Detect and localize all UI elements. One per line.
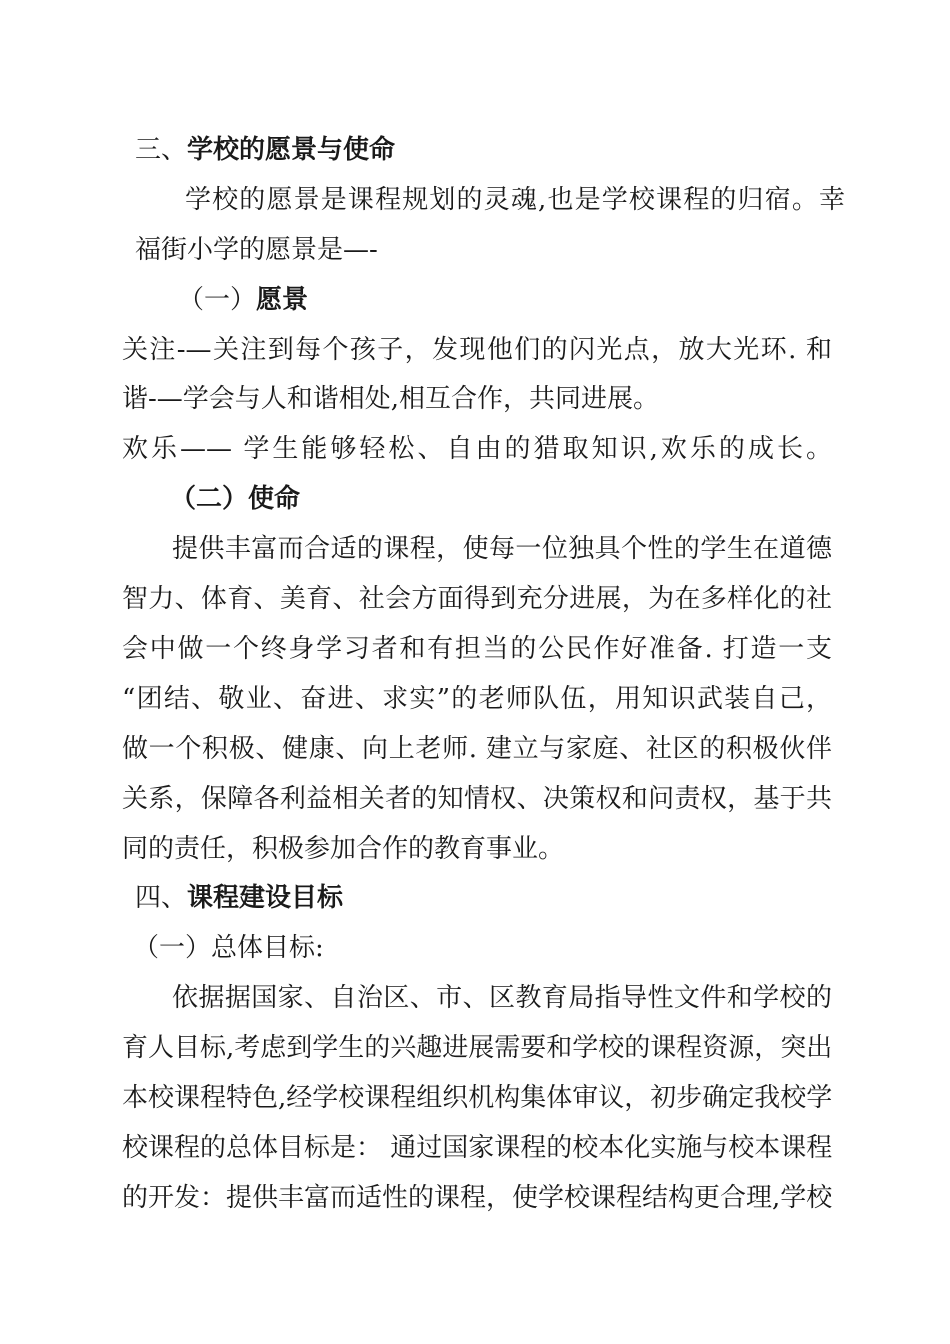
vision-line-2: 谐-—学会与人和谐相处,相互合作，共同进展。 (122, 384, 660, 414)
mission-line: 提供丰富而合适的课程，使每一位独具个性的学生在道德 (172, 534, 832, 564)
vision-line-1: 关注-—关注到每个孩子，发现他们的闪光点，放大光环. 和 (122, 335, 832, 365)
mission-line: “团结、敬业、奋进、求实”的老师队伍，用知识武装自己， (122, 684, 832, 714)
section-3-title: 学校的愿景与使命 (187, 135, 396, 165)
overall-goal-line: 的开发：提供丰富而适性的课程，使学校课程结构更合理,学校 (122, 1183, 833, 1213)
section-3-intro-line-1: 学校的愿景是课程规划的灵魂,也是学校课程的归宿。幸 (185, 185, 845, 215)
vision-heading (178, 282, 308, 318)
overall-goal-line: 校课程的总体目标是： 通过国家课程的校本化实施与校本课程 (122, 1133, 833, 1163)
mission-line: 做一个积极、健康、向上老师. 建立与家庭、社区的积极伙伴 (122, 734, 832, 764)
vision-line-3: 欢乐—— 学生能够轻松、自由的猎取知识,欢乐的成长。 (122, 434, 832, 464)
mission-line: 智力、体育、美育、社会方面得到充分进展，为在多样化的社 (122, 584, 832, 614)
section-3-number: 三、 (135, 135, 188, 165)
mission-line: 会中做一个终身学习者和有担当的公民作好准备. 打造一支 (122, 634, 832, 664)
section-3-heading (135, 132, 395, 168)
mission-line: 关系，保障各利益相关者的知情权、决策权和问责权，基于共 (122, 784, 832, 814)
overall-goal-heading: （一）总体目标: (133, 933, 324, 963)
section-4-number: 四、 (135, 883, 188, 913)
section-3-intro-line-2: 福街小学的愿景是—- (135, 235, 378, 265)
overall-goal-line: 依据据国家、自治区、市、区教育局指导性文件和学校的 (172, 983, 832, 1013)
overall-goal-line: 育人目标,考虑到学生的兴趣进展需要和学校的课程资源，突出 (122, 1033, 833, 1063)
mission-line: 同的责任，积极参加合作的教育事业。 (122, 834, 565, 864)
vision-title: 愿景 (256, 285, 309, 315)
overall-goal-line: 本校课程特色,经学校课程组织机构集体审议，初步确定我校学 (122, 1083, 833, 1113)
vision-number: （一） (178, 285, 257, 315)
section-4-title: 课程建设目标 (187, 883, 344, 913)
mission-heading: （二）使命 (170, 484, 301, 514)
section-4-heading (135, 880, 343, 916)
